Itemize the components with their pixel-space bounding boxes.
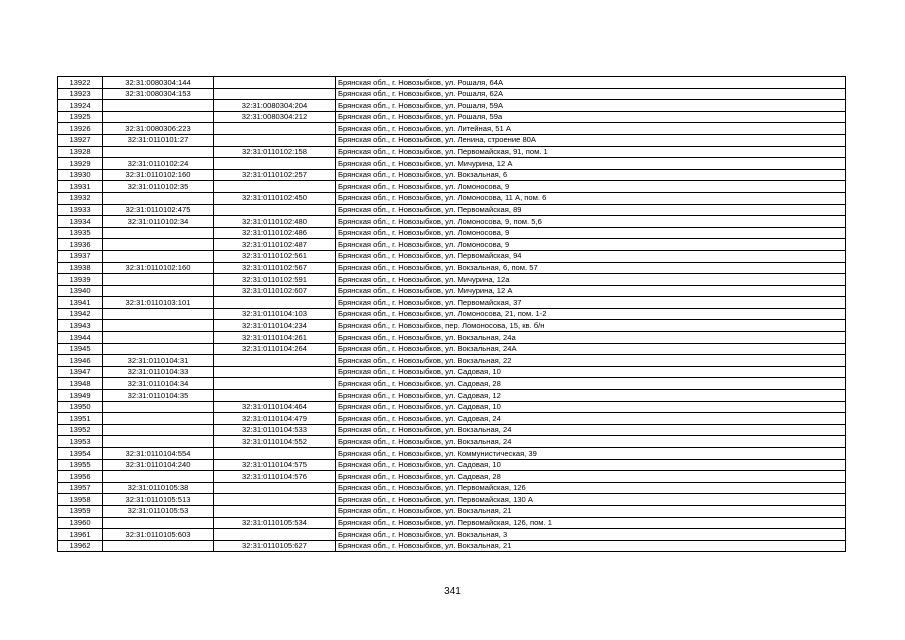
old-cadastral-number-cell [103, 413, 214, 425]
row-number-cell: 13938 [58, 262, 103, 274]
old-cadastral-number-cell [103, 517, 214, 529]
table-row [58, 285, 846, 297]
table-row [58, 123, 846, 135]
row-number-cell: 13924 [58, 100, 103, 112]
new-cadastral-number-cell: 32:31:0110104:234 [214, 320, 336, 332]
address-cell: Брянская обл., г. Новозыбков, ул. Вокзальная, 6, пом. 57 [336, 262, 846, 274]
table-row [58, 366, 846, 378]
new-cadastral-number-cell [214, 181, 336, 193]
row-number-cell: 13936 [58, 239, 103, 251]
table-row [58, 436, 846, 448]
table-row [58, 227, 846, 239]
old-cadastral-number-cell: 32:31:0110104:34 [103, 378, 214, 390]
table-row [58, 413, 846, 425]
old-cadastral-number-cell [103, 436, 214, 448]
new-cadastral-number-cell [214, 482, 336, 494]
address-cell: Брянская обл., г. Новозыбков, ул. Ломоносова, 9 [336, 227, 846, 239]
new-cadastral-number-cell: 32:31:0080304:204 [214, 100, 336, 112]
new-cadastral-number-cell: 32:31:0110102:607 [214, 285, 336, 297]
old-cadastral-number-cell [103, 146, 214, 158]
new-cadastral-number-cell [214, 378, 336, 390]
address-cell: Брянская обл., г. Новозыбков, ул. Вокзальная, 24А [336, 343, 846, 355]
table-row [58, 274, 846, 286]
old-cadastral-number-cell [103, 250, 214, 262]
old-cadastral-number-cell: 32:31:0110105:513 [103, 494, 214, 506]
table-row [58, 88, 846, 100]
address-cell: Брянская обл., г. Новозыбков, ул. Рошаля, 59а [336, 111, 846, 123]
table-row [58, 134, 846, 146]
new-cadastral-number-cell: 32:31:0110104:464 [214, 401, 336, 413]
new-cadastral-number-cell [214, 134, 336, 146]
row-number-cell: 13933 [58, 204, 103, 216]
address-cell: Брянская обл., г. Новозыбков, ул. Первомайская, 37 [336, 297, 846, 309]
row-number-cell: 13937 [58, 250, 103, 262]
address-cell: Брянская обл., г. Новозыбков, ул. Вокзальная, 3 [336, 529, 846, 541]
table-row [58, 77, 846, 89]
new-cadastral-number-cell [214, 355, 336, 367]
table-row [58, 169, 846, 181]
old-cadastral-number-cell: 32:31:0110102:34 [103, 216, 214, 228]
row-number-cell: 13944 [58, 332, 103, 344]
new-cadastral-number-cell: 32:31:0110104:103 [214, 308, 336, 320]
row-number-cell: 13939 [58, 274, 103, 286]
old-cadastral-number-cell [103, 343, 214, 355]
row-number-cell: 13925 [58, 111, 103, 123]
address-cell: Брянская обл., г. Новозыбков, пер. Ломоносова, 15, кв. б/н [336, 320, 846, 332]
table-row [58, 262, 846, 274]
address-cell: Брянская обл., г. Новозыбков, ул. Вокзальная, 21 [336, 540, 846, 552]
old-cadastral-number-cell: 32:31:0110104:240 [103, 459, 214, 471]
old-cadastral-number-cell [103, 100, 214, 112]
row-number-cell: 13927 [58, 134, 103, 146]
row-number-cell: 13947 [58, 366, 103, 378]
row-number-cell: 13922 [58, 77, 103, 89]
old-cadastral-number-cell [103, 471, 214, 483]
address-cell: Брянская обл., г. Новозыбков, ул. Вокзальная, 24а [336, 332, 846, 344]
row-number-cell: 13956 [58, 471, 103, 483]
address-cell: Брянская обл., г. Новозыбков, ул. Первомайская, 89 [336, 204, 846, 216]
row-number-cell: 13923 [58, 88, 103, 100]
new-cadastral-number-cell: 32:31:0110104:575 [214, 459, 336, 471]
new-cadastral-number-cell: 32:31:0080304:212 [214, 111, 336, 123]
row-number-cell: 13957 [58, 482, 103, 494]
new-cadastral-number-cell: 32:31:0110104:261 [214, 332, 336, 344]
old-cadastral-number-cell: 32:31:0080304:144 [103, 77, 214, 89]
row-number-cell: 13929 [58, 158, 103, 170]
new-cadastral-number-cell: 32:31:0110102:486 [214, 227, 336, 239]
row-number-cell: 13958 [58, 494, 103, 506]
table-row [58, 297, 846, 309]
new-cadastral-number-cell [214, 88, 336, 100]
new-cadastral-number-cell [214, 494, 336, 506]
new-cadastral-number-cell: 32:31:0110102:487 [214, 239, 336, 251]
address-cell: Брянская обл., г. Новозыбков, ул. Ломоносова, 21, пом. 1-2 [336, 308, 846, 320]
old-cadastral-number-cell [103, 227, 214, 239]
address-cell: Брянская обл., г. Новозыбков, ул. Рошаля, 59А [336, 100, 846, 112]
address-cell: Брянская обл., г. Новозыбков, ул. Мичурина, 12а [336, 274, 846, 286]
address-cell: Брянская обл., г. Новозыбков, ул. Вокзальная, 24 [336, 436, 846, 448]
old-cadastral-number-cell: 32:31:0110104:33 [103, 366, 214, 378]
row-number-cell: 13952 [58, 424, 103, 436]
table-row [58, 517, 846, 529]
new-cadastral-number-cell [214, 77, 336, 89]
row-number-cell: 13945 [58, 343, 103, 355]
new-cadastral-number-cell: 32:31:0110102:567 [214, 262, 336, 274]
table-row [58, 424, 846, 436]
new-cadastral-number-cell: 32:31:0110102:257 [214, 169, 336, 181]
table-row [58, 239, 846, 251]
address-cell: Брянская обл., г. Новозыбков, ул. Первомайская, 94 [336, 250, 846, 262]
table-row [58, 459, 846, 471]
row-number-cell: 13931 [58, 181, 103, 193]
old-cadastral-number-cell: 32:31:0110102:160 [103, 169, 214, 181]
new-cadastral-number-cell [214, 123, 336, 135]
old-cadastral-number-cell [103, 285, 214, 297]
new-cadastral-number-cell: 32:31:0110102:450 [214, 192, 336, 204]
new-cadastral-number-cell [214, 390, 336, 402]
row-number-cell: 13950 [58, 401, 103, 413]
table-row [58, 355, 846, 367]
row-number-cell: 13943 [58, 320, 103, 332]
old-cadastral-number-cell: 32:31:0110105:603 [103, 529, 214, 541]
row-number-cell: 13942 [58, 308, 103, 320]
new-cadastral-number-cell: 32:31:0110104:264 [214, 343, 336, 355]
new-cadastral-number-cell [214, 505, 336, 517]
new-cadastral-number-cell: 32:31:0110104:552 [214, 436, 336, 448]
address-cell: Брянская обл., г. Новозыбков, ул. Ломоносова, 9 [336, 239, 846, 251]
table-row [58, 100, 846, 112]
address-cell: Брянская обл., г. Новозыбков, ул. Садовая, 10 [336, 459, 846, 471]
table-row [58, 529, 846, 541]
table-row [58, 540, 846, 552]
old-cadastral-number-cell [103, 540, 214, 552]
address-cell: Брянская обл., г. Новозыбков, ул. Вокзальная, 21 [336, 505, 846, 517]
table-row [58, 471, 846, 483]
address-cell: Брянская обл., г. Новозыбков, ул. Ленина, строение 80А [336, 134, 846, 146]
address-cell: Брянская обл., г. Новозыбков, ул. Первомайская, 126, пом. 1 [336, 517, 846, 529]
table-row [58, 181, 846, 193]
table-row [58, 390, 846, 402]
new-cadastral-number-cell: 32:31:0110105:627 [214, 540, 336, 552]
new-cadastral-number-cell: 32:31:0110102:158 [214, 146, 336, 158]
new-cadastral-number-cell [214, 158, 336, 170]
page-number: 341 [444, 586, 461, 597]
new-cadastral-number-cell [214, 366, 336, 378]
table-row [58, 494, 846, 506]
address-cell: Брянская обл., г. Новозыбков, ул. Садовая, 10 [336, 401, 846, 413]
old-cadastral-number-cell: 32:31:0080306:223 [103, 123, 214, 135]
old-cadastral-number-cell [103, 192, 214, 204]
old-cadastral-number-cell: 32:31:0110104:31 [103, 355, 214, 367]
row-number-cell: 13959 [58, 505, 103, 517]
registry-table [57, 76, 846, 552]
row-number-cell: 13940 [58, 285, 103, 297]
address-cell: Брянская обл., г. Новозыбков, ул. Рошаля, 64А [336, 77, 846, 89]
address-cell: Брянская обл., г. Новозыбков, ул. Садовая, 24 [336, 413, 846, 425]
row-number-cell: 13962 [58, 540, 103, 552]
row-number-cell: 13948 [58, 378, 103, 390]
row-number-cell: 13949 [58, 390, 103, 402]
old-cadastral-number-cell [103, 401, 214, 413]
address-cell: Брянская обл., г. Новозыбков, ул. Вокзальная, 6 [336, 169, 846, 181]
row-number-cell: 13946 [58, 355, 103, 367]
new-cadastral-number-cell [214, 204, 336, 216]
row-number-cell: 13941 [58, 297, 103, 309]
old-cadastral-number-cell: 32:31:0110103:101 [103, 297, 214, 309]
old-cadastral-number-cell: 32:31:0110102:475 [103, 204, 214, 216]
row-number-cell: 13934 [58, 216, 103, 228]
old-cadastral-number-cell [103, 424, 214, 436]
row-number-cell: 13954 [58, 448, 103, 460]
table-row [58, 192, 846, 204]
new-cadastral-number-cell: 32:31:0110102:591 [214, 274, 336, 286]
row-number-cell: 13951 [58, 413, 103, 425]
old-cadastral-number-cell: 32:31:0110105:53 [103, 505, 214, 517]
address-cell: Брянская обл., г. Новозыбков, ул. Мичурина, 12 А [336, 158, 846, 170]
row-number-cell: 13960 [58, 517, 103, 529]
new-cadastral-number-cell: 32:31:0110104:576 [214, 471, 336, 483]
old-cadastral-number-cell: 32:31:0110101:27 [103, 134, 214, 146]
old-cadastral-number-cell: 32:31:0110104:554 [103, 448, 214, 460]
table-row [58, 448, 846, 460]
old-cadastral-number-cell: 32:31:0080304:153 [103, 88, 214, 100]
row-number-cell: 13928 [58, 146, 103, 158]
table-row [58, 111, 846, 123]
old-cadastral-number-cell: 32:31:0110105:38 [103, 482, 214, 494]
new-cadastral-number-cell: 32:31:0110104:479 [214, 413, 336, 425]
table-row [58, 204, 846, 216]
address-cell: Брянская обл., г. Новозыбков, ул. Ломоносова, 11 А, пом. 6 [336, 192, 846, 204]
old-cadastral-number-cell [103, 320, 214, 332]
address-cell: Брянская обл., г. Новозыбков, ул. Садовая, 28 [336, 471, 846, 483]
old-cadastral-number-cell: 32:31:0110102:160 [103, 262, 214, 274]
table-row [58, 378, 846, 390]
old-cadastral-number-cell: 32:31:0110102:24 [103, 158, 214, 170]
new-cadastral-number-cell: 32:31:0110102:480 [214, 216, 336, 228]
new-cadastral-number-cell: 32:31:0110104:533 [214, 424, 336, 436]
address-cell: Брянская обл., г. Новозыбков, ул. Коммунистическая, 39 [336, 448, 846, 460]
table-row [58, 482, 846, 494]
address-cell: Брянская обл., г. Новозыбков, ул. Садовая, 10 [336, 366, 846, 378]
address-cell: Брянская обл., г. Новозыбков, ул. Рошаля, 62А [336, 88, 846, 100]
table-row [58, 216, 846, 228]
new-cadastral-number-cell [214, 448, 336, 460]
new-cadastral-number-cell: 32:31:0110105:534 [214, 517, 336, 529]
address-cell: Брянская обл., г. Новозыбков, ул. Литейная, 51 А [336, 123, 846, 135]
old-cadastral-number-cell [103, 111, 214, 123]
old-cadastral-number-cell [103, 274, 214, 286]
table-row [58, 308, 846, 320]
address-cell: Брянская обл., г. Новозыбков, ул. Вокзальная, 24 [336, 424, 846, 436]
address-cell: Брянская обл., г. Новозыбков, ул. Первомайская, 130 А [336, 494, 846, 506]
table-row [58, 343, 846, 355]
table-row [58, 250, 846, 262]
row-number-cell: 13930 [58, 169, 103, 181]
row-number-cell: 13953 [58, 436, 103, 448]
registry-table-body [58, 77, 846, 552]
address-cell: Брянская обл., г. Новозыбков, ул. Вокзальная, 22 [336, 355, 846, 367]
table-row [58, 332, 846, 344]
address-cell: Брянская обл., г. Новозыбков, ул. Первомайская, 126 [336, 482, 846, 494]
row-number-cell: 13932 [58, 192, 103, 204]
new-cadastral-number-cell [214, 297, 336, 309]
table-row [58, 505, 846, 517]
row-number-cell: 13935 [58, 227, 103, 239]
table-row [58, 146, 846, 158]
address-cell: Брянская обл., г. Новозыбков, ул. Садовая, 28 [336, 378, 846, 390]
row-number-cell: 13955 [58, 459, 103, 471]
address-cell: Брянская обл., г. Новозыбков, ул. Первомайская, 91, пом. 1 [336, 146, 846, 158]
old-cadastral-number-cell: 32:31:0110104:35 [103, 390, 214, 402]
old-cadastral-number-cell: 32:31:0110102:35 [103, 181, 214, 193]
address-cell: Брянская обл., г. Новозыбков, ул. Ломоносова, 9, пом. 5,6 [336, 216, 846, 228]
old-cadastral-number-cell [103, 239, 214, 251]
old-cadastral-number-cell [103, 308, 214, 320]
row-number-cell: 13926 [58, 123, 103, 135]
table-row [58, 320, 846, 332]
address-cell: Брянская обл., г. Новозыбков, ул. Мичурина, 12 А [336, 285, 846, 297]
new-cadastral-number-cell: 32:31:0110102:561 [214, 250, 336, 262]
old-cadastral-number-cell [103, 332, 214, 344]
address-cell: Брянская обл., г. Новозыбков, ул. Садовая, 12 [336, 390, 846, 402]
table-row [58, 158, 846, 170]
table-row [58, 401, 846, 413]
row-number-cell: 13961 [58, 529, 103, 541]
address-cell: Брянская обл., г. Новозыбков, ул. Ломоносова, 9 [336, 181, 846, 193]
new-cadastral-number-cell [214, 529, 336, 541]
